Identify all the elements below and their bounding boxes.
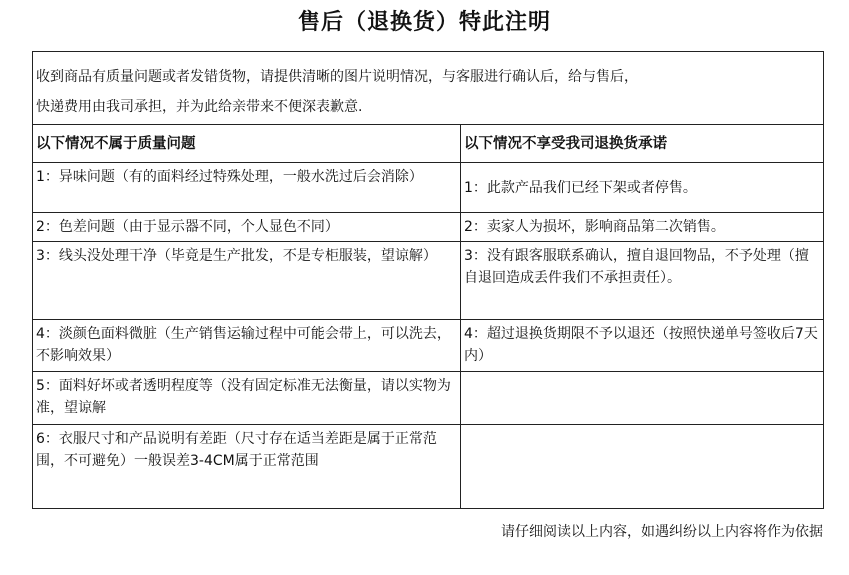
after-sales-notice-table — [32, 51, 824, 509]
left-item-4: 4：淡颜色面料微脏（生产销售运输过程中可能会带上，可以洗去，不影响效果） — [33, 320, 461, 372]
right-item-2: 2：卖家人为损坏，影响商品第二次销售。 — [461, 213, 824, 242]
left-item-5: 5：面料好坏或者透明程度等（没有固定标准无法衡量，请以实物为准，望谅解 — [33, 372, 461, 425]
intro-line-2: 快递费用由我司承担，并为此给亲带来不便深表歉意. — [36, 99, 363, 115]
table-row — [33, 163, 824, 213]
left-item-1: 1：异味问题（有的面料经过特殊处理，一般水洗过后会消除） — [33, 163, 461, 213]
intro-row — [33, 52, 824, 125]
left-item-2: 2：色差问题（由于显示器不同，个人显色不同） — [33, 213, 461, 242]
right-column-header: 以下情况不享受我司退换货承诺 — [461, 125, 824, 163]
left-column-header: 以下情况不属于质量问题 — [33, 125, 461, 163]
table-row — [33, 372, 824, 425]
right-item-1: 1：此款产品我们已经下架或者停售。 — [461, 163, 824, 213]
header-row — [33, 125, 824, 163]
table-row — [33, 242, 824, 320]
right-item-5 — [461, 372, 824, 425]
table-row — [33, 425, 824, 509]
intro-cell — [33, 52, 824, 125]
right-item-6 — [461, 425, 824, 509]
left-item-3: 3：线头没处理干净（毕竟是生产批发，不是专柜服装，望谅解） — [33, 242, 461, 320]
page-title: 售后（退换货）特此注明 — [297, 10, 551, 35]
intro-line-1: 收到商品有质量问题或者发错货物，请提供清晰的图片说明情况，与客服进行确认后，给与售后， — [36, 69, 638, 85]
table-row — [33, 320, 824, 372]
table-row — [33, 213, 824, 242]
right-item-3: 3：没有跟客服联系确认，擅自退回物品，不予处理（擅自退回造成丢件我们不承担责任）。 — [461, 242, 824, 320]
right-item-4: 4：超过退换货期限不予以退还（按照快递单号签收后7天内） — [461, 320, 824, 372]
left-item-6: 6：衣服尺寸和产品说明有差距（尺寸存在适当差距是属于正常范围，不可避免）一般误差3-4CM属于正常范围 — [33, 425, 461, 509]
footer-note: 请仔细阅读以上内容，如遇纠纷以上内容将作为依据 — [501, 524, 823, 540]
